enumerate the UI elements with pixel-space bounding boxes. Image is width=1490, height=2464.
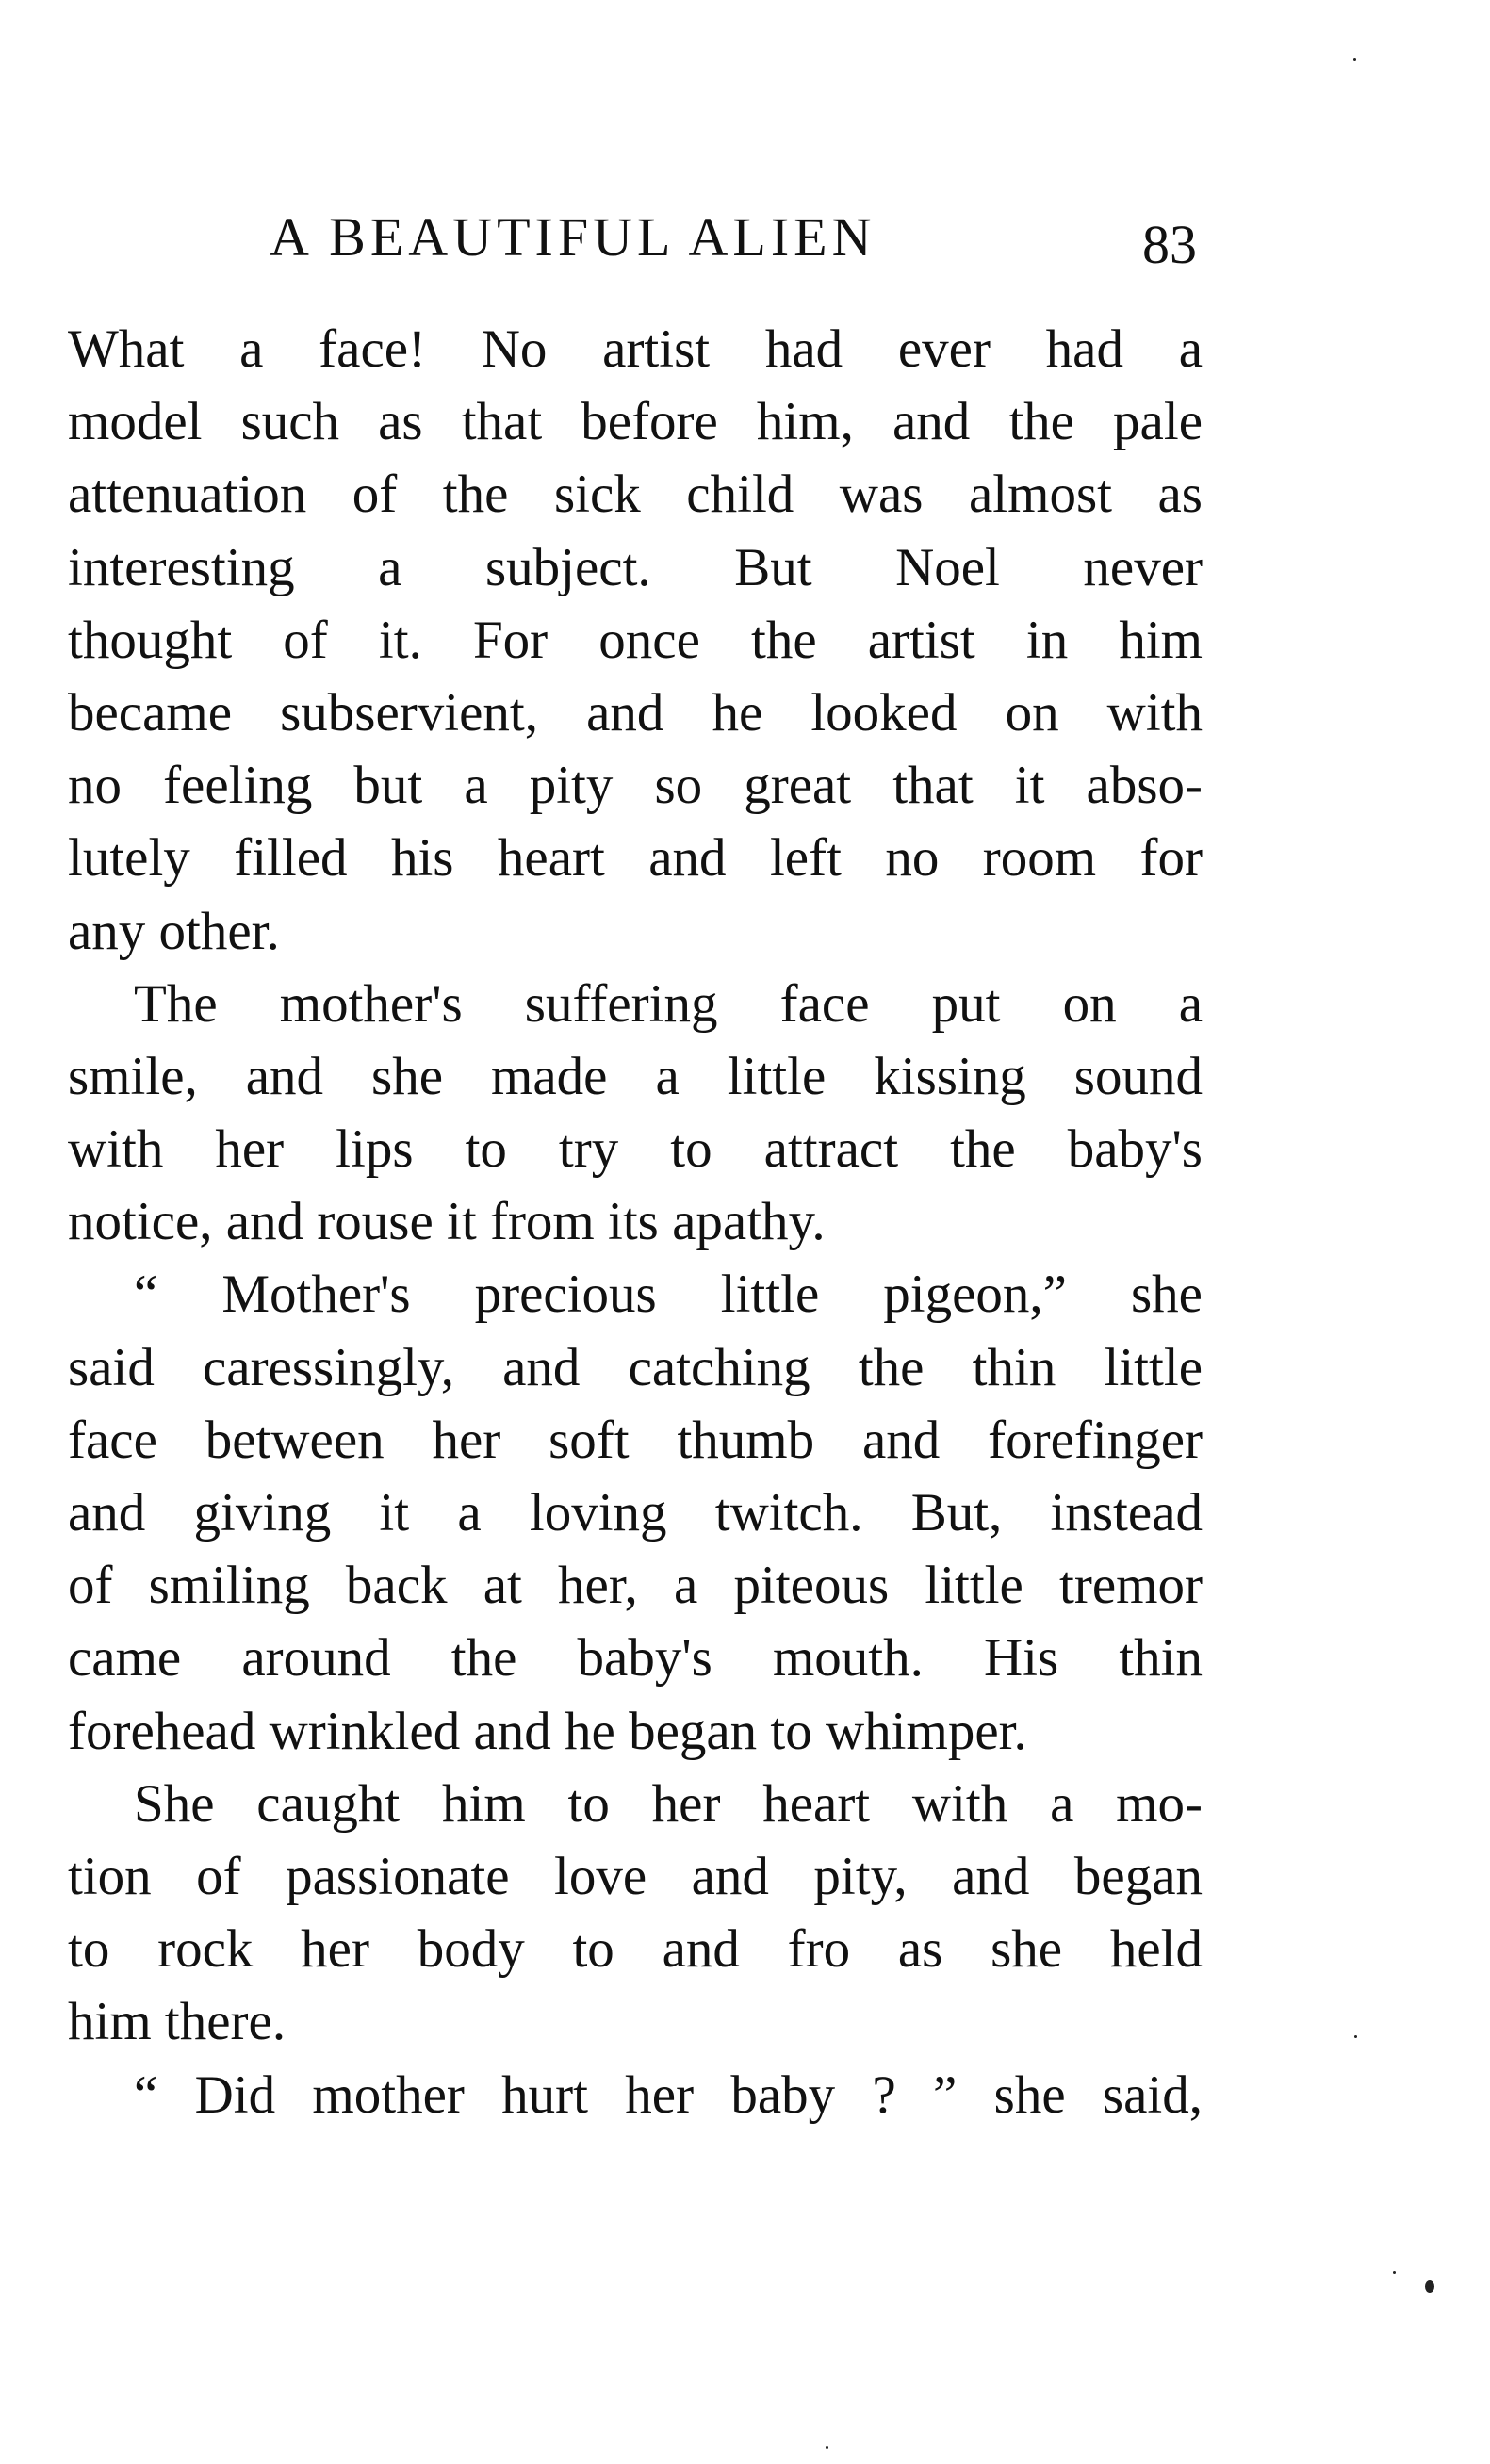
body-text (68, 313, 1203, 2131)
text-line: became subservient, and he looked on with (68, 682, 1203, 742)
text-line: “ Mother's precious little pigeon,” she (134, 1265, 1203, 1325)
text-line: “ Did mother hurt her baby ? ” she said, (134, 2064, 1203, 2125)
text-line: tion of passionate love and pity, and began (68, 1846, 1203, 1906)
text-line: lutely filled his heart and left no room for (68, 828, 1203, 889)
text-line: model such as that before him, and the pale (68, 392, 1203, 452)
paragraph-5 (68, 2059, 1203, 2131)
text-line: with her lips to try to attract the baby's (68, 1119, 1203, 1180)
page-header (0, 205, 1490, 281)
text-line: forehead wrinkled and he began to whimper. (68, 1701, 1027, 1761)
text-line: notice, and rouse it from its apathy. (68, 1192, 826, 1252)
paragraph-4 (68, 1768, 1203, 2059)
text-line: and giving it a loving twitch. But, instead (68, 1483, 1203, 1542)
scan-speck (1354, 2035, 1357, 2038)
text-line: him there. (68, 1992, 287, 2052)
text-line: said caressingly, and catching the thin little (68, 1337, 1203, 1397)
text-line: face between her soft thumb and forefinger (68, 1410, 1203, 1470)
scan-speck (826, 2446, 828, 2449)
text-line: She caught him to her heart with a mo- (134, 1773, 1203, 1834)
scan-speck (1353, 58, 1356, 61)
text-line: of smiling back at her, a piteous little tremor (68, 1556, 1203, 1616)
scan-speck (1393, 2271, 1396, 2274)
paragraph-1 (68, 313, 1203, 968)
scan-speck (1425, 2280, 1434, 2293)
text-line: What a face! No artist had ever had a (68, 319, 1203, 379)
text-line: interesting a subject. But Noel never (68, 537, 1203, 597)
text-line: smile, and she made a little kissing sound (68, 1046, 1203, 1106)
paragraph-3 (68, 1258, 1203, 1767)
text-line: thought of it. For once the artist in him (68, 610, 1203, 670)
text-line: attenuation of the sick child was almost as (68, 465, 1203, 525)
page-number: 83 (1142, 214, 1197, 275)
text-line: The mother's suffering face put on a (134, 973, 1203, 1034)
paragraph-2 (68, 968, 1203, 1259)
text-line: to rock her body to and fro as she held (68, 1919, 1203, 1980)
text-line: came around the baby's mouth. His thin (68, 1628, 1203, 1689)
running-title: A BEAUTIFUL ALIEN (270, 206, 876, 268)
text-line: any other. (68, 901, 280, 961)
text-line: no feeling but a pity so great that it abso- (68, 756, 1203, 816)
